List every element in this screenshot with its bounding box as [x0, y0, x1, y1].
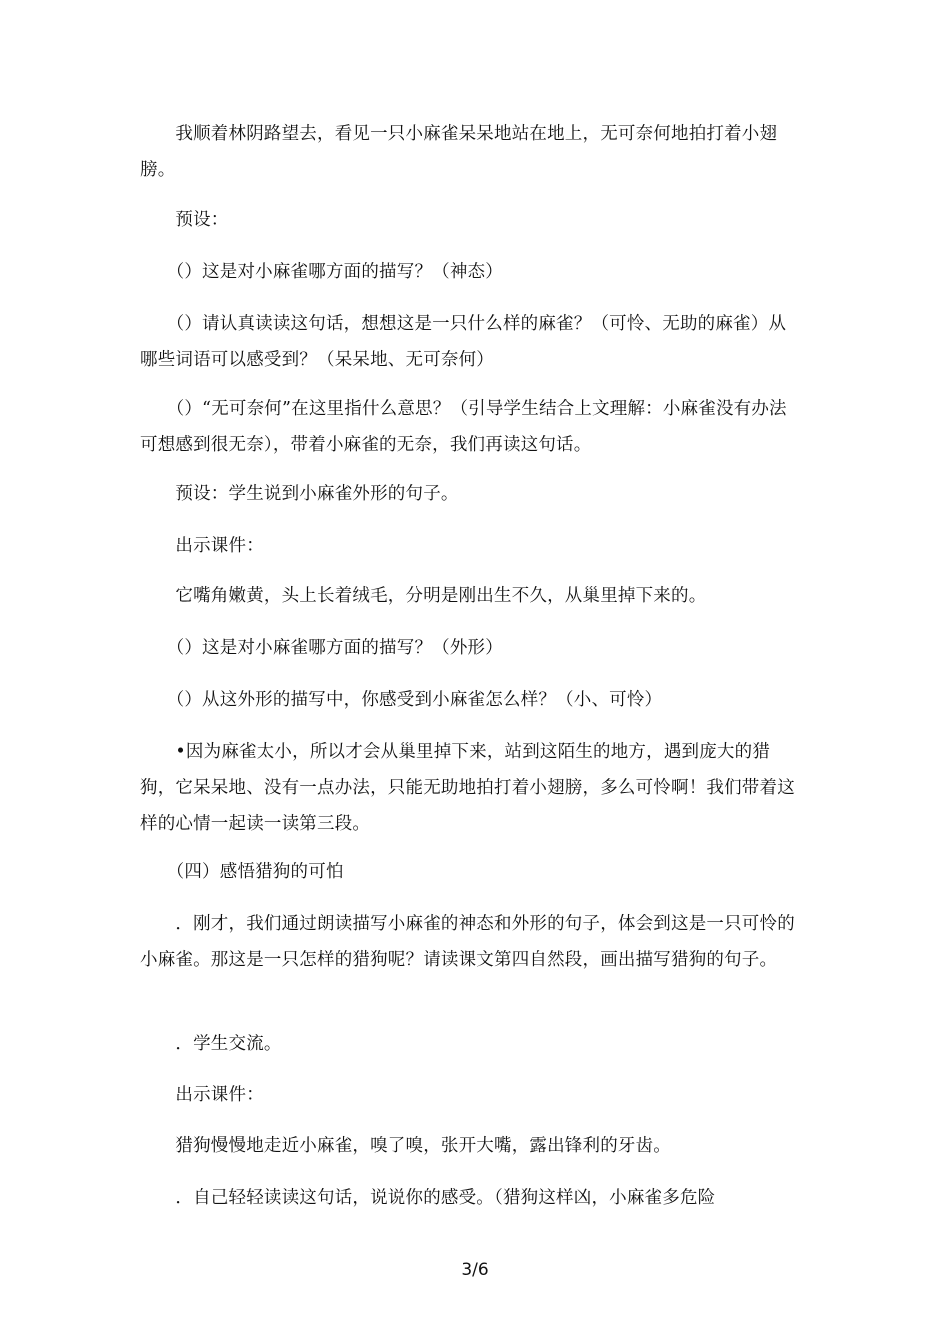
paragraph-16: 猎狗慢慢地走近小麻雀，嗅了嗅，张开大嘴，露出锋利的牙齿。 — [140, 1136, 671, 1156]
paragraph-11: •因为麻雀太小，所以才会从巢里掉下来，站到这陌生的地方，遇到庞大的猎狗，它呆呆地、没有一点办法，只能无助地拍打着小翅膀，多么可怜啊！我们带着这样的心情一起读一读第三段。 — [140, 742, 795, 834]
paragraph-3: （）这是对小麻雀哪方面的描写？（神态） — [140, 262, 503, 282]
section-heading: （四）感悟猎狗的可怕 — [140, 862, 344, 882]
paragraph-4: （）请认真读读这句话，想想这是一只什么样的麻雀？（可怜、无助的麻雀）从哪些词语可以感受到？（呆呆地、无可奈何） — [140, 314, 787, 370]
paragraph-14: ．学生交流。 — [140, 1034, 282, 1054]
paragraph-15: 出示课件： — [140, 1085, 264, 1105]
paragraph-6: 预设：学生说到小麻雀外形的句子。 — [140, 484, 459, 504]
paragraph-8: 它嘴角嫩黄，头上长着绒毛，分明是刚出生不久，从巢里掉下来的。 — [140, 586, 707, 606]
paragraph-17: ．自己轻轻读读这句话，说说你的感受。（猎狗这样凶，小麻雀多危险 — [140, 1188, 716, 1208]
paragraph-2: 预设： — [140, 210, 229, 230]
paragraph-9: （）这是对小麻雀哪方面的描写？（外形） — [140, 638, 503, 658]
page-number: 3/6 — [461, 1260, 489, 1280]
paragraph-13: ．刚才，我们通过朗读描写小麻雀的神态和外形的句子，体会到这是一只可怜的小麻雀。那这是一只怎样的猎狗呢？请读课文第四自然段，画出描写猎狗的句子。 — [140, 914, 795, 970]
paragraph-10: （）从这外形的描写中，你感受到小麻雀怎么样？（小、可怜） — [140, 690, 663, 710]
paragraph-7: 出示课件： — [140, 536, 264, 556]
paragraph-1: 我顺着林阴路望去，看见一只小麻雀呆呆地站在地上，无可奈何地拍打着小翅膀。 — [140, 124, 778, 180]
paragraph-5: （）“无可奈何”在这里指什么意思？（引导学生结合上文理解：小麻雀没有办法可想感到很无奈），带着小麻雀的无奈，我们再读这句话。 — [140, 399, 787, 455]
